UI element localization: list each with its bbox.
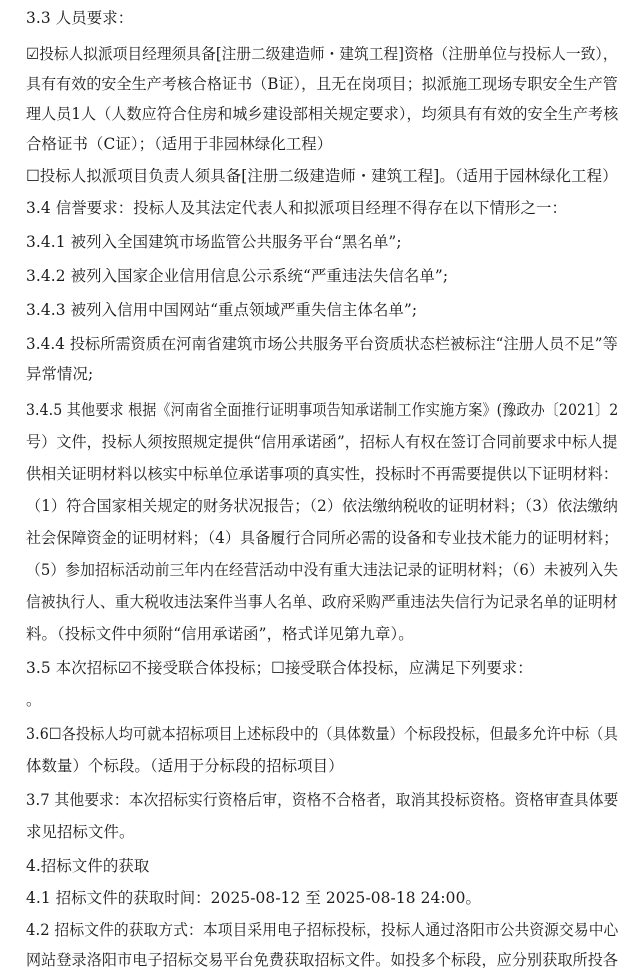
proof-materials-line: （1）符合国家相关规定的财务状况报告；（2）依法缴纳税收的证明材料；（3）依法缴纳 [26, 497, 618, 515]
personnel-requirement-line: 合格证书（C证）；（适用于非园林绿化工程） [26, 135, 333, 153]
credit-item-3-4-5: 号）文件，投标人须按照规定提供“信用承诺函”，招标人有权在签订合同前要求中标人提 [26, 433, 618, 451]
credit-item-3-4-5: 3.4.5 其他要求 根据《河南省全面推行证明事项告知承诺制工作实施方案》(豫政办〔2021〕2 [26, 401, 619, 419]
personnel-requirement-line: 具有有效的安全生产考核合格证书（B证），且无在岗项目；拟派施工现场专职安全生产管 [26, 75, 618, 93]
personnel-requirement-line: 理人员1人（人数应符合住房和城乡建设部相关规定要求），均须具有有效的安全生产考核 [26, 105, 619, 123]
section-3-3-heading: 3.3 人员要求： [26, 9, 134, 27]
section-3-6-line: 3.6☐各投标人均可就本招标项目上述标段中的（具体数量）个标段投标，但最多允许中标（具 [26, 725, 618, 743]
section-4-2-line: 4.2 招标文件的获取方式：本项目采用电子招标投标，投标人通过洛阳市公共资源交易中心 [26, 921, 619, 939]
credit-item-3-4-4: 3.4.4 投标所需资质在河南省建筑市场公共服务平台资质状态栏被标注“注册人员不足”等 [26, 335, 618, 353]
section-3-7-line: 求见招标文件。 [26, 823, 135, 841]
section-4-2-line: 网站登录洛阳市电子招标交易平台免费获取招标文件。如投多个标段，应分别获取所投各 [26, 951, 619, 968]
personnel-requirement-line: ☐投标人拟派项目负责人须具备[注册二级建造师・建筑工程]。（适用于园林绿化工程） [26, 167, 618, 185]
section-4-1-line: 4.1 招标文件的获取时间：2025-08-12 至 2025-08-18 24:00。 [26, 889, 481, 907]
section-4-heading: 4.招标文件的获取 [26, 857, 150, 875]
credit-item-3-4-4: 异常情况; [26, 365, 94, 383]
section-3-7-line: 3.7 其他要求：本次招标实行资格后审，资格不合格者，取消其投标资格。资格审查具体要 [26, 791, 619, 809]
proof-materials-line: 社会保障资金的证明材料；（4）具备履行合同所必需的设备和专业技术能力的证明材料； [26, 529, 619, 547]
section-3-4-heading: 3.4 信誉要求：投标人及其法定代表人和拟派项目经理不得存在以下情形之一： [26, 199, 567, 217]
proof-materials-line: （5）参加招标活动前三年内在经营活动中没有重大违法记录的证明材料；（6）未被列入失 [26, 561, 619, 579]
credit-item-3-4-1: 3.4.1 被列入全国建筑市场监管公共服务平台“黑名单”; [26, 233, 402, 251]
section-3-5-line: 。 [26, 691, 42, 709]
proof-materials-line: 信被执行人、重大税收违法案件当事人名单、政府采购严重违法失信行为记录名单的证明材 [26, 593, 618, 611]
personnel-requirement-line: ☑投标人拟派项目经理须具备[注册二级建造师・建筑工程]资格（注册单位与投标人一致）， [26, 45, 618, 63]
section-3-6-line: 体数量）个标段。（适用于分标段的招标项目） [26, 757, 344, 775]
credit-item-3-4-2: 3.4.2 被列入国家企业信用信息公示系统“严重违法失信名单”; [26, 267, 449, 285]
credit-item-3-4-3: 3.4.3 被列入信用中国网站“重点领域严重失信主体名单”; [26, 301, 418, 319]
section-3-5-line: 3.5 本次招标☑不接受联合体投标；☐接受联合体投标，应满足下列要求： [26, 659, 533, 677]
proof-materials-line: 料。（投标文件中须附“信用承诺函”，格式详见第九章）。 [26, 625, 414, 643]
credit-item-3-4-5: 供相关证明材料以核实中标单位承诺事项的真实性，投标时不再需要提供以下证明材料： [26, 465, 619, 483]
